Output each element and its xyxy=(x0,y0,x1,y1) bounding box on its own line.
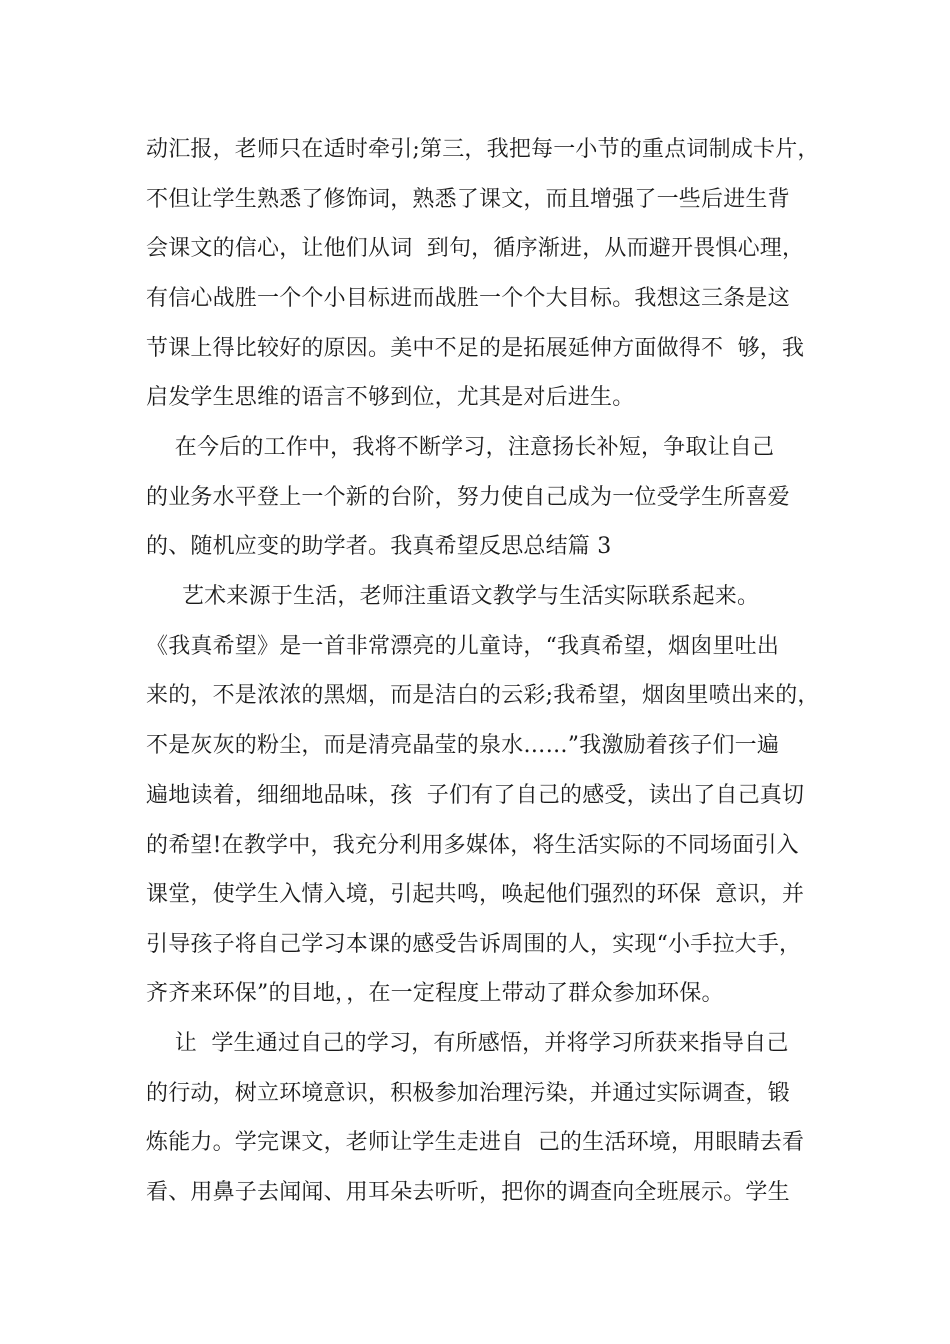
text-line: 动汇报，老师只在适时牵引;第三，我把每一小节的重点词制成卡片， xyxy=(146,137,820,162)
text-line: 齐齐来环保”的目地，，在一定程度上带动了群众参加环保。 xyxy=(146,981,724,1006)
text-line: 课堂，使学生入情入境，引起共鸣，唤起他们强烈的环保 意识，并 xyxy=(146,882,805,907)
text-line: 艺术来源于生活，老师注重语文教学与生活实际联系起来。 xyxy=(146,584,760,609)
text-line: 的希望!在教学中，我充分利用多媒体，将生活实际的不同场面引入 xyxy=(146,833,799,858)
text-line: 《我真希望》是一首非常漂亮的儿童诗，“我真希望，烟囱里吐出 xyxy=(146,634,780,659)
text-line: 的、随机应变的助学者。我真希望反思总结篇 3 xyxy=(146,534,612,559)
text-line: 的行动，树立环境意识，积极参加治理污染，并通过实际调查，锻 xyxy=(146,1081,790,1106)
text-line: 会课文的信心，让他们从词 到句，循序渐进，从而避开畏惧心理， xyxy=(146,236,805,261)
text-line: 让 学生通过自己的学习，有所感悟，并将学习所获来指导自己 xyxy=(146,1031,789,1056)
text-line: 不但让学生熟悉了修饰词，熟悉了课文，而且增强了一些后进生背 xyxy=(146,187,790,212)
text-line: 遍地读着，细细地品味，孩 子们有了自己的感受，读出了自己真切 xyxy=(146,783,805,808)
text-line: 来的，不是浓浓的黑烟，而是洁白的云彩;我希望，烟囱里喷出来的， xyxy=(146,683,820,708)
text-line: 在今后的工作中，我将不断学习，注意扬长补短，争取让自己 xyxy=(146,435,775,460)
text-line: 节课上得比较好的原因。美中不足的是拓展延伸方面做得不 够，我 xyxy=(146,336,805,361)
text-line: 有信心战胜一个个小目标进而战胜一个个大目标。我想这三条是这 xyxy=(146,286,790,311)
text-line: 不是灰灰的粉尘，而是清亮晶莹的泉水……”我激励着孩子们一遍 xyxy=(146,733,780,758)
text-line: 炼能力。学完课文，老师让学生走进自 己的生活环境，用眼睛去看 xyxy=(146,1130,805,1155)
text-line: 看、用鼻子去闻闻、用耳朵去听听，把你的调查向全班展示。学生 xyxy=(146,1180,790,1205)
text-line: 的业务水平登上一个新的台阶，努力使自己成为一位受学生所喜爱 xyxy=(146,485,790,510)
text-line: 引导孩子将自己学习本课的感受告诉周围的人，实现“小手拉大手， xyxy=(146,932,802,957)
text-line: 启发学生思维的语言不够到位，尤其是对后进生。 xyxy=(146,385,635,410)
